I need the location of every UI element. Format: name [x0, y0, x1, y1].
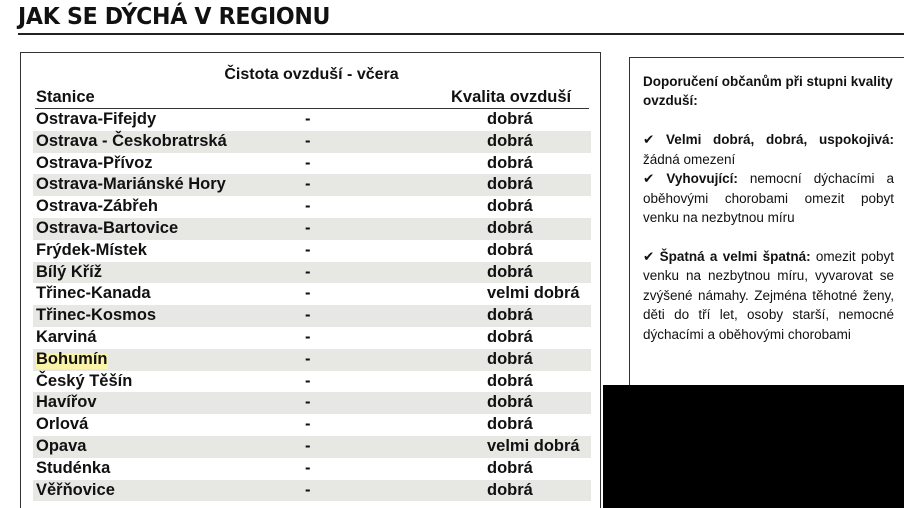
quality-value: dobrá — [487, 458, 533, 477]
separator-dash: - — [305, 218, 311, 237]
table-row — [33, 349, 591, 371]
recommendation-good — [643, 130, 894, 169]
separator-dash: - — [305, 458, 311, 477]
check-icon: ✔ — [643, 171, 655, 186]
station-name: Ostrava - Českobratrská — [36, 131, 227, 150]
station-name: Opava — [36, 436, 87, 455]
ok-text: nemocní dýchacími a oběhovými chorobami omezit pobyt venku na nezbytnou míru — [643, 171, 894, 225]
bad-label: Špatná a velmi špatná: — [659, 248, 811, 264]
bad-text: omezit pobyt venku na nezbytnou míru, vyvarovat se zvýšené námahy. Zejména těhotné ženy, děti do tří let, osoby starší, nemocné dýchacími a oběhovými chorobami — [643, 248, 894, 342]
quality-value: dobrá — [487, 240, 533, 259]
quality-value: dobrá — [487, 262, 533, 281]
recommendation-box — [629, 57, 904, 387]
good-label: Velmi dobrá, dobrá, uspokojivá: — [666, 132, 894, 147]
table-row — [33, 327, 591, 349]
separator-dash: - — [305, 327, 311, 346]
station-name: Orlová — [36, 415, 89, 434]
quality-value: dobrá — [487, 306, 533, 325]
station-name: Studénka — [36, 458, 111, 477]
quality-value: dobrá — [487, 218, 533, 237]
table-row — [33, 153, 591, 175]
quality-value: dobrá — [487, 415, 533, 434]
quality-value: velmi dobrá — [487, 436, 580, 455]
quality-value: dobrá — [487, 110, 533, 128]
table-row — [33, 131, 591, 153]
station-name: Třinec-Kosmos — [36, 306, 157, 325]
table-row — [33, 458, 591, 480]
separator-dash: - — [305, 262, 311, 281]
station-name: Ostrava-Fifejdy — [36, 110, 157, 128]
table-row — [33, 371, 591, 393]
separator-dash: - — [305, 153, 311, 172]
separator-dash: - — [305, 415, 311, 434]
separator-dash: - — [305, 371, 311, 390]
check-icon: ✔ — [643, 248, 655, 264]
separator-dash: - — [305, 284, 311, 303]
good-text: žádná omezení — [643, 151, 736, 167]
recommendation-title: Doporučení občanům při stupni kvality ovzduší: — [643, 74, 893, 108]
separator-dash: - — [305, 240, 311, 259]
table-row — [33, 196, 591, 218]
table-row — [33, 414, 591, 436]
station-name: Bohumín — [36, 349, 108, 371]
table-row — [33, 305, 591, 327]
quality-value: dobrá — [487, 327, 533, 346]
column-header-quality: Kvalita ovzduší — [451, 88, 572, 106]
table-row — [33, 480, 591, 502]
separator-dash: - — [305, 436, 311, 455]
separator-dash: - — [305, 306, 311, 325]
table-row — [33, 436, 591, 458]
quality-value: velmi dobrá — [487, 284, 580, 303]
separator-dash: - — [305, 197, 311, 216]
table-row — [33, 283, 591, 305]
ok-label: Vyhovující: — [666, 171, 738, 186]
station-name: Český Těšín — [36, 371, 133, 390]
quality-value: dobrá — [487, 197, 533, 216]
quality-value: dobrá — [487, 175, 533, 194]
station-name: Havířov — [36, 393, 97, 412]
separator-dash: - — [305, 393, 311, 412]
quality-value: dobrá — [487, 371, 533, 390]
separator-dash: - — [305, 131, 311, 150]
separator-dash: - — [305, 349, 311, 368]
station-name: Věřňovice — [36, 480, 115, 499]
headline: JAK SE DÝCHÁ V REGIONU — [18, 4, 331, 30]
quality-value: dobrá — [487, 153, 533, 172]
station-name: Bílý Kříž — [36, 262, 103, 281]
quality-value: dobrá — [487, 480, 533, 499]
table-row — [33, 240, 591, 262]
table-row — [33, 262, 591, 284]
separator-dash: - — [305, 110, 311, 128]
check-icon: ✔ — [643, 132, 655, 147]
separator-dash: - — [305, 175, 311, 194]
station-name: Ostrava-Mariánské Hory — [36, 175, 226, 194]
station-name: Frýdek-Místek — [36, 240, 147, 259]
quality-value: dobrá — [487, 393, 533, 412]
headline-rule — [18, 33, 904, 35]
station-name: Třinec-Kanada — [36, 284, 151, 303]
quality-value: dobrá — [487, 131, 533, 150]
column-header-station: Stanice — [36, 88, 95, 106]
recommendation-bad — [643, 247, 894, 345]
station-name: Ostrava-Zábřeh — [36, 197, 158, 216]
station-name: Ostrava-Přívoz — [36, 153, 153, 172]
quality-value: dobrá — [487, 349, 533, 368]
table-rows — [33, 109, 591, 501]
table-row — [33, 392, 591, 414]
table-row — [33, 218, 591, 240]
table-row — [33, 174, 591, 196]
table-row — [33, 109, 591, 131]
table-title: Čistota ovzduší - včera — [224, 66, 399, 83]
station-name: Ostrava-Bartovice — [36, 218, 179, 237]
station-name: Karviná — [36, 327, 97, 346]
air-quality-table — [20, 52, 601, 508]
recommendation-ok — [643, 169, 894, 228]
separator-dash: - — [305, 480, 311, 499]
redaction-block — [603, 385, 904, 508]
